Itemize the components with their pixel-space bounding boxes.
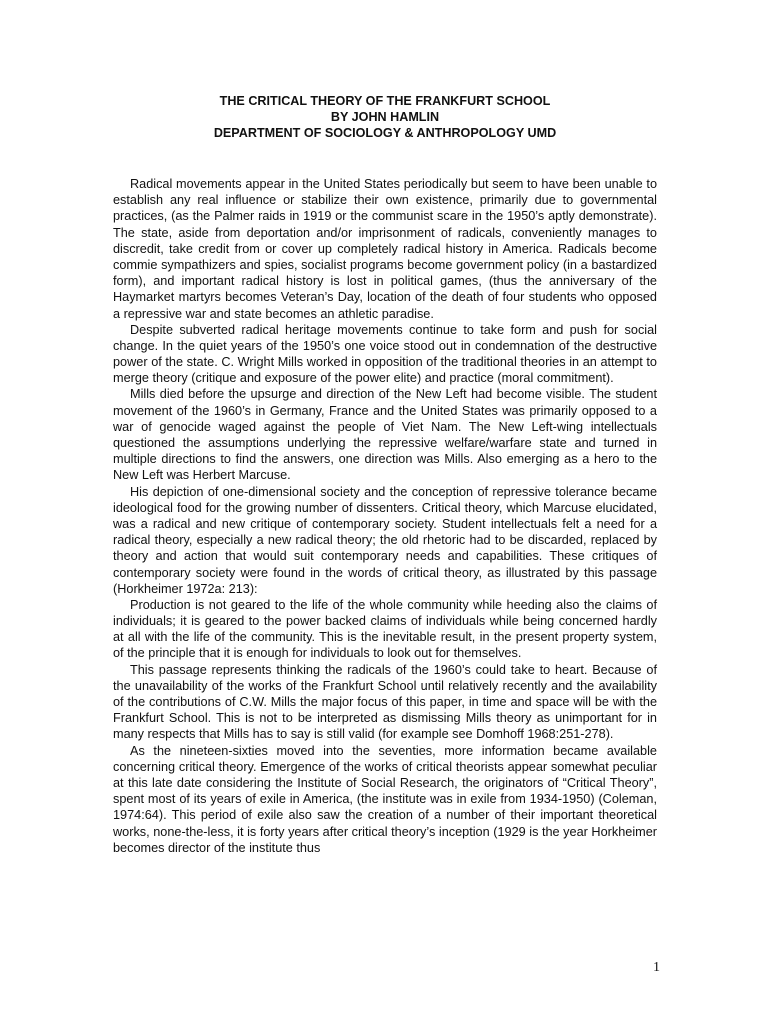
document-author: BY JOHN HAMLIN (330, 110, 440, 124)
paragraph: Radical movements appear in the United States periodically but seem to have been unable to establish any real influence or stabilize their own existence, primarily due to governmental practices, (as the Palmer raids in 1919 or the communist scare in the 1950’s aptly demonstrate). The state, aside from deportation and/or imprisonment of radicals, conveniently manages to discredit, take credit from or cover up completely radical history in America. Radicals become commie sympathizers and spies, socialist programs become government policy (in a bastardized form), and important radical history is lost in political games, (thus the anniversary of the Haymarket martyrs becomes Veteran’s Day, location of the death of four students who opposed a repressive war and state becomes an athletic paradise. (113, 177, 657, 321)
paragraph: Despite subverted radical heritage movements continue to take form and push for social change. In the quiet years of the 1950’s one voice stood out in condemnation of the destructive power of the state. C. Wright Mills worked in opposition of the traditional theories in an attempt to merge theory (critique and exposure of the power elite) and practice (moral commitment). (113, 322, 657, 386)
block-quote-paragraph: Production is not geared to the life of the whole community while heeding also the claims of individuals; it is geared to the power backed claims of individuals while being concerned hardly at all with the life of the community. This is the inevitable result, in the present property system, of the principle that it is enough for individuals to look out for themselves. (113, 597, 657, 661)
document-header (113, 93, 657, 141)
paragraph: Mills died before the upsurge and direction of the New Left had become visible. The student movement of the 1960’s in Germany, France and the United States was primarily opposed to a war of genocide waged against the people of Viet Nam. The New Left-wing intellectuals questioned the assumptions underlying the repressive welfare/warfare state and turned in multiple directions to find the answers, one direction was Mills. Also emerging as a hero to the New Left was Herbert Marcuse. (113, 387, 657, 483)
document-title: THE CRITICAL THEORY OF THE FRANKFURT SCHOOL (219, 94, 551, 108)
document-department: DEPARTMENT OF SOCIOLOGY & ANTHROPOLOGY UMD (213, 126, 557, 140)
document-body (113, 176, 657, 856)
paragraph: His depiction of one-dimensional society and the conception of repressive tolerance became ideological food for the growing number of dissenters. Critical theory, which Marcuse elucidated, was a radical and new critique of contemporary society. Student intellectuals felt a need for a radical theory, especially a new radical theory; the old rhetoric had to be discarded, replaced by theory and action that would suit contemporary needs and capabilities. These critiques of contemporary society were found in the words of critical theory, as illustrated by this passage (Horkheimer 1972a: 213): (113, 484, 657, 596)
paragraph: As the nineteen-sixties moved into the seventies, more information became available concerning critical theory. Emergence of the works of critical theorists appear somewhat peculiar at this late date considering the Institute of Social Research, the originators of “Critical Theory”, spent most of its years of exile in America, (the institute was in exile from 1934-1950) (Coleman, 1974:64). This period of exile also saw the creation of a number of their important theoretical works, none-the-less, it is forty years after critical theory’s inception (1929 is the year Horkheimer becomes director of the institute thus (113, 743, 657, 855)
page-number: 1 (653, 960, 660, 975)
paragraph: This passage represents thinking the radicals of the 1960’s could take to heart. Because of the unavailability of the works of the Frankfurt School until relatively recently and the availability of the contributions of C.W. Mills the major focus of this paper, in time and space will be with the Frankfurt School. This is not to be interpreted as dismissing Mills theory as unimportant for in many respects that Mills has to say is still valid (for example see Domhoff 1968:251-278). (113, 662, 657, 742)
